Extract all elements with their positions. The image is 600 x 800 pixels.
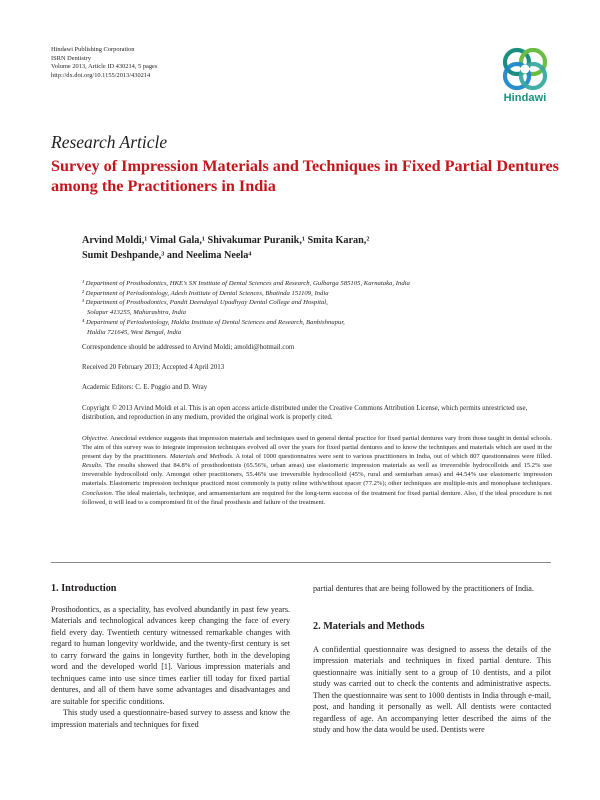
hindawi-logo-icon [498, 44, 552, 92]
abstract-divider [51, 562, 551, 563]
academic-editors: Academic Editors: C. E. Poggio and D. Wray [82, 384, 208, 391]
authors-line-2: Sumit Deshpande,³ and Neelima Neela⁴ [82, 249, 252, 261]
abstract-methods: A total of 1000 questionnaires were sent to various practitioners in India, out of which 807 questionnaires were filled. [235, 453, 552, 461]
publisher-name: Hindawi Publishing Corporation [51, 46, 135, 53]
affiliation-4: ⁴ Department of Periodontology, Haldia Institute of Dental Sciences and Research, Banbishnupur, [82, 318, 345, 326]
copyright: Copyright © 2013 Arvind Moldi et al. This is an open access article distributed under the Creative Commons Attribution License, which permits unrestricted use, distribution, and reproduction in any medium, provided the original work is properly cited. [82, 405, 528, 422]
article-type: Research Article [51, 132, 168, 152]
intro-paragraph-2: This study used a questionnaire-based survey to assess and know the impression materials and techniques for fixed [51, 708, 290, 729]
methods-paragraph-1: A confidential questionnaire was designed to assess the details of the impression materials and techniques in fixed partial denture. This questionnaire was initially sent to a group of 10 dentists, and a pilot study was carried out to check the contents and administrative aspects. Then the questionnaire was sent to 1000 dentists in India through e-mail, post, and handing it personally as well. All dentists were contacted regardless of age. An accompanying letter described the aims of the study and how the data would be used. Dentists were [313, 645, 551, 735]
author-list [82, 234, 552, 263]
methods-heading: 2. Materials and Methods [313, 621, 425, 632]
abstract-objective: Anecdotal evidence suggests that impression materials and techniques used in general dental practice for fixed partial dentures vary from those taught in dental schools. The aim of this survey was to integrate impression techniques evolved all over the years for fixed partial dentures and to know the techniques and materials which are used in the present day by the practitioners. [82, 435, 552, 461]
introduction-heading: 1. Introduction [51, 583, 117, 594]
affiliation-2: ² Department of Periodontology, Adesh Institute of Dental Sciences, Bhatinda 151109, India [82, 289, 329, 297]
affiliation-1: ¹ Department of Prosthodontics, HKE’s SN Institute of Dental Sciences and Research, Gulbarga 585105, Karnataka, India [82, 280, 410, 287]
affiliation-3-cont: Solapur 413255, Maharashtra, India [87, 309, 187, 317]
received-dates: Received 20 February 2013; Accepted 4 April 2013 [82, 364, 225, 371]
affiliation-3: ³ Department of Prosthodontics, Pandit Deendayal Upadhyay Dental College and Hospital, [82, 299, 328, 307]
article-title: Survey of Impression Materials and Techniques in Fixed Partial Dentures among the Practitioners in India [51, 157, 559, 195]
introduction-body [51, 604, 290, 730]
abstract [82, 434, 552, 507]
abstract-methods-label: Materials and Methods. [169, 453, 234, 461]
affiliations [82, 279, 552, 337]
hindawi-logo [498, 44, 552, 106]
correspondence: Correspondence should be addressed to Arvind Moldi; amoldi@hotmail.com [82, 344, 295, 351]
intro-continuation: partial dentures that are being followed by the practitioners of India. [313, 584, 534, 593]
abstract-objective-label: Objective. [82, 435, 109, 442]
journal-name: ISRN Dentistry [51, 54, 91, 62]
journal-header [51, 46, 157, 80]
intro-paragraph-1: Prosthodontics, as a speciality, has evolved abundantly in past few years. Materials and technological advances keep changing the face of every field every day. Twentieth century witnessed remarkable changes with regard to human longevity worldwide, and the twenty-first century is set to carry forward the gains in longevity further, both in the developing word and the developed world [1]. Various impression materials and techniques came into use since times earlier till today for fixed partial dentures, and all of them have some advantages and disadvantages and are suitable for specific conditions. [51, 605, 290, 706]
abstract-results-label: Results. [82, 462, 103, 470]
hindawi-logo-text: Hindawi [503, 92, 547, 104]
affiliation-4-cont: Haldia 721645, West Bengal, India [87, 328, 182, 336]
abstract-conclusion: The ideal materials, technique, and armamentarium are required for the long-term success of the treatment for fixed partial denture. Also, if the ideal procedure is not followed, it will lead to a compromised fit of the final prosthesis and failure of the treatment. [82, 489, 552, 506]
authors-line-1: Arvind Moldi,¹ Vimal Gala,¹ Shivakumar Puranik,¹ Smita Karan,² [82, 235, 370, 246]
volume-info: Volume 2013, Article ID 430214, 5 pages [51, 63, 158, 71]
abstract-conclusion-label: Conclusion. [82, 489, 114, 497]
doi-link[interactable]: http://dx.doi.org/10.1155/2013/430214 [51, 71, 151, 79]
abstract-results: The results showed that 84.8% of prosthodontists (65.56%, urban areas) use elastomeric impression materials as well as irreversible hydrocolloids and 15.2% use irreversible hydrocolloid only. Amongst other practitioners, 55.46% use irreversible hydrocolloid (45%, rural and semiurban areas) and 44.54% use elastomeric impression materials. Elastomeric impression technique practiced most commonly is putty reline with/without spacer (77.2%); other techniques are multiple-mix and monophase techniques. [82, 462, 552, 488]
methods-body [313, 644, 551, 736]
